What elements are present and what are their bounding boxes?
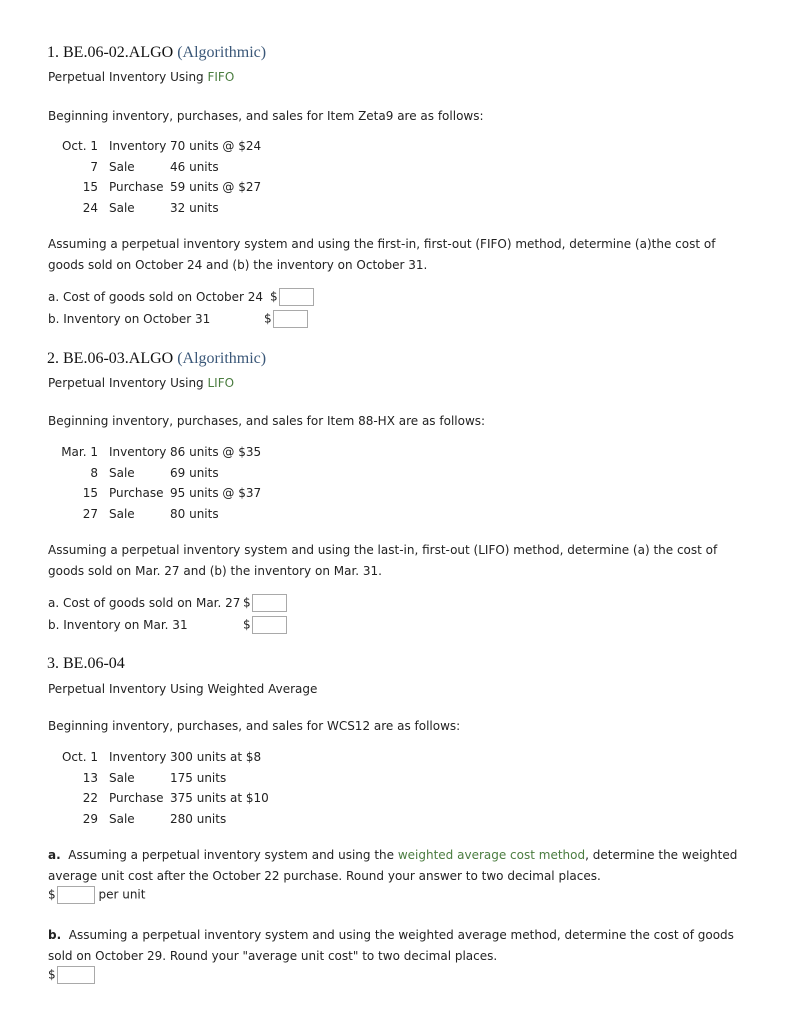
row-date: Oct. 1 bbox=[61, 750, 98, 765]
q1-question: Assuming a perpetual inventory system and using the first-in, first-out (FIFO) method, determine (a)the cost of goods sold on October 24 and (b) the inventory on October 31. bbox=[48, 237, 716, 272]
row-kind: Purchase bbox=[109, 180, 164, 195]
q2-algorithmic-tag: (Algorithmic) bbox=[177, 350, 267, 367]
row-date: 8 bbox=[90, 465, 98, 480]
q3-number: 3. BE.06-04 bbox=[47, 655, 125, 672]
q2-answer-a-label: a. Cost of goods sold on Mar. 27 bbox=[48, 595, 241, 610]
q2-answer-b-label: b. Inventory on Mar. 31 bbox=[48, 617, 188, 632]
q1-number: 1. BE.06-02.ALGO bbox=[47, 44, 174, 61]
table-row bbox=[50, 809, 269, 830]
q2-intro: Beginning inventory, purchases, and sales for Item 88-HX are as follows: bbox=[48, 414, 486, 428]
row-value: 80 units bbox=[170, 506, 219, 521]
q3-inventory-table bbox=[50, 747, 269, 829]
row-kind: Sale bbox=[109, 506, 135, 521]
row-kind: Inventory bbox=[109, 750, 167, 765]
currency-symbol: $ bbox=[48, 887, 56, 902]
q2-cogs-input[interactable] bbox=[252, 594, 287, 612]
q3-unit-cost-input[interactable] bbox=[57, 886, 95, 904]
q3-part-a: a. Assuming a perpetual inventory system and using the weighted average cost method, determine the weighted average unit cost after the October 22 purchase. Round your answer to two decimal places. bbox=[48, 848, 738, 883]
table-row bbox=[50, 136, 261, 157]
q2-answer-b bbox=[48, 616, 287, 634]
currency-symbol: $ bbox=[270, 289, 278, 304]
row-date: Oct. 1 bbox=[61, 139, 98, 154]
currency-symbol: $ bbox=[48, 967, 56, 982]
q2-inventory-table bbox=[50, 442, 261, 524]
weighted-average-link[interactable]: weighted average cost method bbox=[397, 848, 586, 862]
row-date: 13 bbox=[82, 770, 98, 785]
row-kind: Sale bbox=[109, 159, 135, 174]
row-date: 7 bbox=[90, 159, 98, 174]
table-row bbox=[50, 157, 261, 178]
row-value: 70 units @ $24 bbox=[170, 139, 262, 154]
currency-symbol: $ bbox=[264, 311, 272, 326]
q3-part-a-marker: a. bbox=[48, 848, 61, 862]
row-date: 27 bbox=[82, 506, 98, 521]
q3-part-b: b. Assuming a perpetual inventory system and using the weighted average method, determine the cost of goods sold on October 29. Round your "average unit cost" to two decimal places. bbox=[48, 928, 734, 963]
row-value: 32 units bbox=[170, 200, 219, 215]
table-row bbox=[50, 504, 261, 525]
q1-title bbox=[47, 44, 266, 62]
row-value: 86 units @ $35 bbox=[170, 445, 262, 460]
currency-symbol: $ bbox=[243, 617, 251, 632]
table-row bbox=[50, 442, 261, 463]
q1-intro: Beginning inventory, purchases, and sales for Item Zeta9 are as follows: bbox=[48, 109, 484, 123]
q2-subtitle: Perpetual Inventory Using LIFO bbox=[48, 376, 235, 390]
row-date: 15 bbox=[82, 486, 98, 501]
q1-answer-a-label: a. Cost of goods sold on October 24 bbox=[48, 289, 264, 304]
row-date: Mar. 1 bbox=[61, 445, 98, 460]
q2-title bbox=[47, 350, 266, 368]
row-kind: Sale bbox=[109, 770, 135, 785]
q1-cogs-input[interactable] bbox=[279, 288, 314, 306]
row-date: 15 bbox=[82, 180, 98, 195]
table-row bbox=[50, 483, 261, 504]
row-kind: Sale bbox=[109, 200, 135, 215]
row-kind: Sale bbox=[109, 465, 135, 480]
row-kind: Purchase bbox=[109, 486, 164, 501]
q1-inventory-table bbox=[50, 136, 261, 218]
q2-answer-a bbox=[48, 594, 287, 612]
row-value: 95 units @ $37 bbox=[170, 486, 262, 501]
table-row bbox=[50, 463, 261, 484]
q1-answer-b bbox=[48, 310, 308, 328]
table-row bbox=[50, 788, 269, 809]
q1-fifo-link[interactable]: FIFO bbox=[207, 70, 235, 84]
q3-subtitle: Perpetual Inventory Using Weighted Average bbox=[48, 682, 318, 696]
currency-symbol: $ bbox=[243, 595, 251, 610]
q2-number: 2. BE.06-03.ALGO bbox=[47, 350, 174, 367]
q1-inventory-input[interactable] bbox=[273, 310, 308, 328]
table-row bbox=[50, 177, 261, 198]
row-value: 280 units bbox=[170, 811, 227, 826]
row-kind: Inventory bbox=[109, 139, 167, 154]
row-value: 300 units at $8 bbox=[170, 750, 262, 765]
q1-subtitle: Perpetual Inventory Using FIFO bbox=[48, 70, 235, 84]
q2-question: Assuming a perpetual inventory system and using the last-in, first-out (LIFO) method, determine (a) the cost of goods sold on Mar. 27 and (b) the inventory on Mar. 31. bbox=[48, 543, 718, 578]
q3-title bbox=[47, 655, 125, 673]
row-value: 175 units bbox=[170, 770, 227, 785]
q1-answer-a bbox=[48, 288, 314, 306]
row-date: 24 bbox=[82, 200, 98, 215]
row-date: 29 bbox=[82, 811, 98, 826]
row-kind: Purchase bbox=[109, 791, 164, 806]
q3-intro: Beginning inventory, purchases, and sales for WCS12 are as follows: bbox=[48, 719, 461, 733]
row-kind: Sale bbox=[109, 811, 135, 826]
q1-algorithmic-tag: (Algorithmic) bbox=[177, 44, 267, 61]
table-row bbox=[50, 768, 269, 789]
table-row bbox=[50, 747, 269, 768]
row-kind: Inventory bbox=[109, 445, 167, 460]
row-value: 69 units bbox=[170, 465, 219, 480]
q3-part-a-answer bbox=[48, 886, 145, 904]
q3-cogs-input[interactable] bbox=[57, 966, 95, 984]
q1-answer-b-label: b. Inventory on October 31 bbox=[48, 311, 211, 326]
row-value: 59 units @ $27 bbox=[170, 180, 262, 195]
row-date: 22 bbox=[82, 791, 98, 806]
q3-part-b-marker: b. bbox=[48, 928, 62, 942]
per-unit-label: per unit bbox=[98, 887, 146, 902]
q3-part-b-answer bbox=[48, 966, 95, 984]
table-row bbox=[50, 198, 261, 219]
q2-inventory-input[interactable] bbox=[252, 616, 287, 634]
row-value: 46 units bbox=[170, 159, 219, 174]
row-value: 375 units at $10 bbox=[170, 791, 269, 806]
q2-lifo-link[interactable]: LIFO bbox=[207, 376, 235, 390]
